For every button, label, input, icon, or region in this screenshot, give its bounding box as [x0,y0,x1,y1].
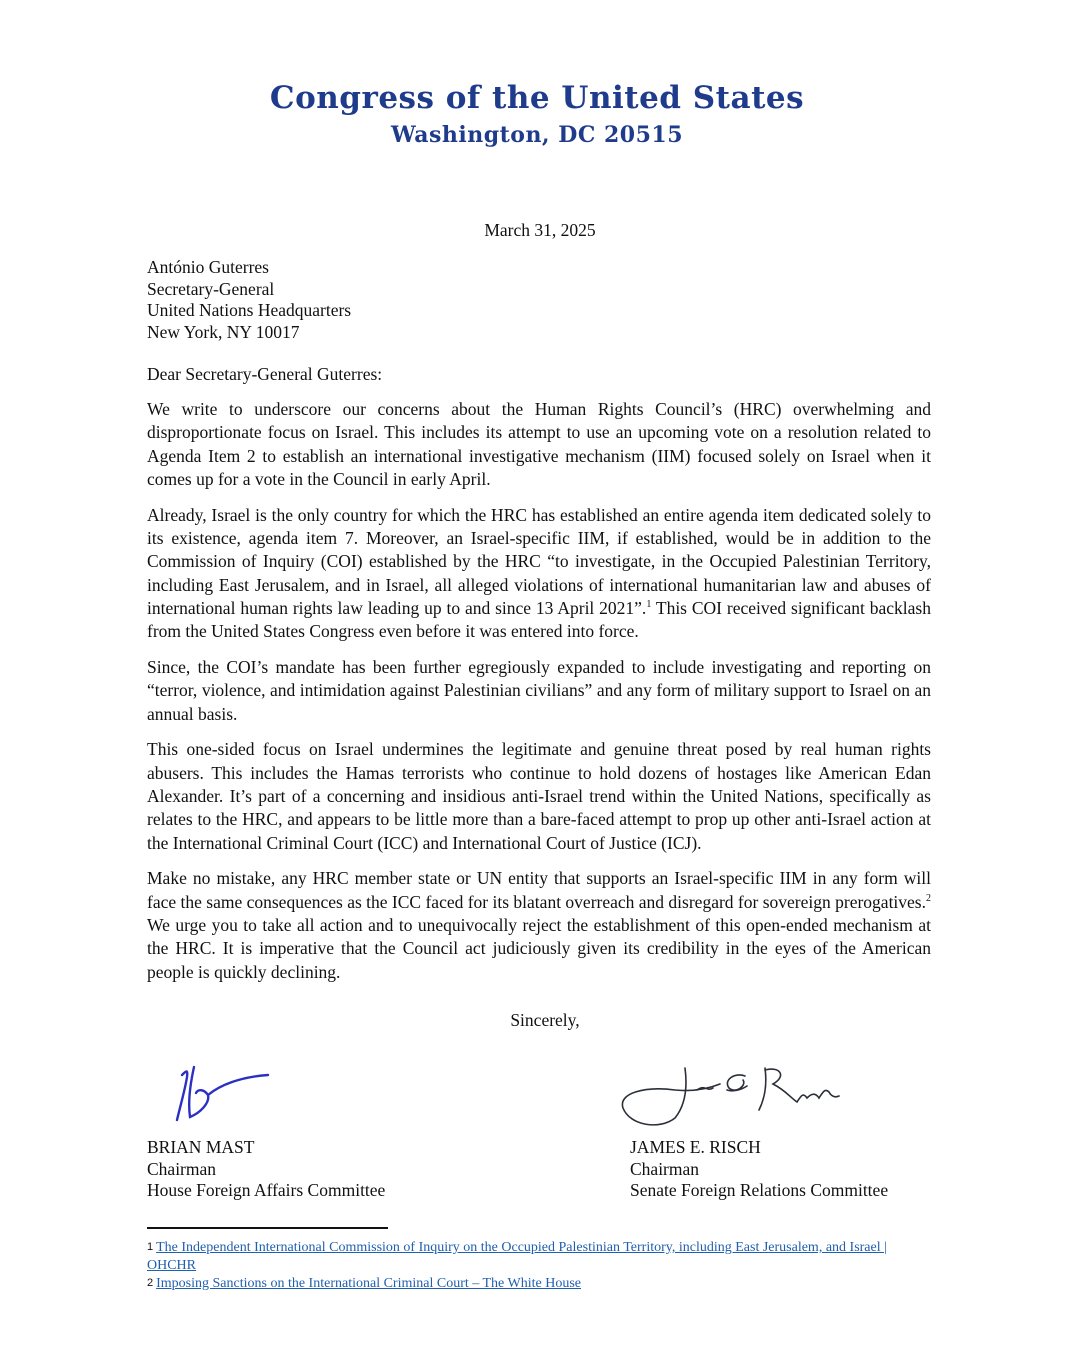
footnote-divider [147,1227,388,1229]
recipient-city: New York, NY 10017 [147,321,300,342]
letter-body [147,398,931,996]
paragraph-3: Since, the COI’s mandate has been further egregiously expanded to include investigating and reporting on “terror, violence, and intimidation against Palestinian civilians” and any form of military support to Israel on an annual basis. [147,656,931,724]
closing: Sincerely, [510,1010,580,1030]
footnote-number: 2 [147,1277,154,1289]
signer-role: Chairman [147,1158,217,1179]
signature-mast [160,1055,280,1130]
footnote-ref-1[interactable]: 1 [646,599,652,611]
paragraph-5-text: Make no mistake, any HRC member state or UN entity that supports an Israel-specific IIM in any form will face the same consequences as the ICC faced for its blatant overreach and disregard for sovereign prerogatives. [147,868,931,912]
signer-block-risch [630,1137,888,1202]
signer-role: Chairman [630,1158,700,1179]
paragraph-1: We write to underscore our concerns about the Human Rights Council’s (HRC) overwhelming and disproportionate focus on Israel. This includes its attempt to use an upcoming vote on a resolution related to Agenda Item 2 to establish an international investigative mechanism (IIM) focused solely on Israel when it comes up for a vote in the Council in early April. [147,399,931,489]
paragraph-5 [147,867,931,983]
letterhead [0,80,1080,148]
letterhead-title: Congress of the United States [269,80,805,116]
letter-date: March 31, 2025 [484,220,596,240]
signature-risch [615,1058,845,1133]
footnote-2 [147,1275,917,1293]
signer-name: BRIAN MAST [147,1137,255,1157]
letterhead-subtitle: Washington, DC 20515 [390,122,684,148]
paragraph-5-text-cont: We urge you to take all action and to unequivocally reject the establishment of this open-ended mechanism at the HRC. It is imperative that the Council act judiciously given its credibility in the eyes of the American people is quickly declining. [147,914,931,982]
footnote-ref-2[interactable]: 2 [926,892,931,904]
footnotes [147,1239,917,1294]
paragraph-2-text-cont: This COI received significant backlash from the United States Congress even before it was entered into force. [147,597,931,642]
recipient-address [147,257,351,343]
paragraph-4: This one-sided focus on Israel undermines the legitimate and genuine threat posed by real human rights abusers. This includes the Hamas terrorists who continue to hold dozens of hostages like American Edan Alexander. It’s part of a concerning and insidious anti-Israel trend within the United Nations, specifically as relates to the HRC, and appears to be little more than a bare-faced attempt to prop up other anti-Israel action at the International Criminal Court (ICC) and International Court of Justice (ICJ). [147,739,931,853]
signer-block-mast [147,1137,385,1202]
recipient-name: António Guterres [147,257,269,277]
signer-committee: Senate Foreign Relations Committee [630,1180,889,1201]
paragraph-2-text: Already, Israel is the only country for which the HRC has established an entire agenda item dedicated solely to its existence, agenda item 7. Moreover, an Israel-specific IIM, if established, would be in addition to the Commission of Inquiry (COI) established by the HRC “to investigate, in the Occupied Palestinian Territory, including East Jerusalem, and in Israel, all alleged violations of international humanitarian law and abuses of international human rights law leading up to and since 13 April 2021”. [147,504,931,618]
footnote-2-link[interactable]: Imposing Sanctions on the International Criminal Court – The White House [156,1276,581,1291]
footnote-number: 1 [147,1241,154,1253]
recipient-org: United Nations Headquarters [147,300,352,320]
footnote-1 [147,1239,917,1274]
signer-committee: House Foreign Affairs Committee [147,1180,386,1201]
recipient-title: Secretary-General [147,278,275,299]
paragraph-2 [147,504,931,644]
salutation: Dear Secretary-General Guterres: [147,364,383,384]
signer-name: JAMES E. RISCH [630,1137,761,1157]
footnote-1-link[interactable]: The Independent International Commission of Inquiry on the Occupied Palestinian Territory, including East Jerusalem, and Israel | OHCHR [147,1240,887,1273]
